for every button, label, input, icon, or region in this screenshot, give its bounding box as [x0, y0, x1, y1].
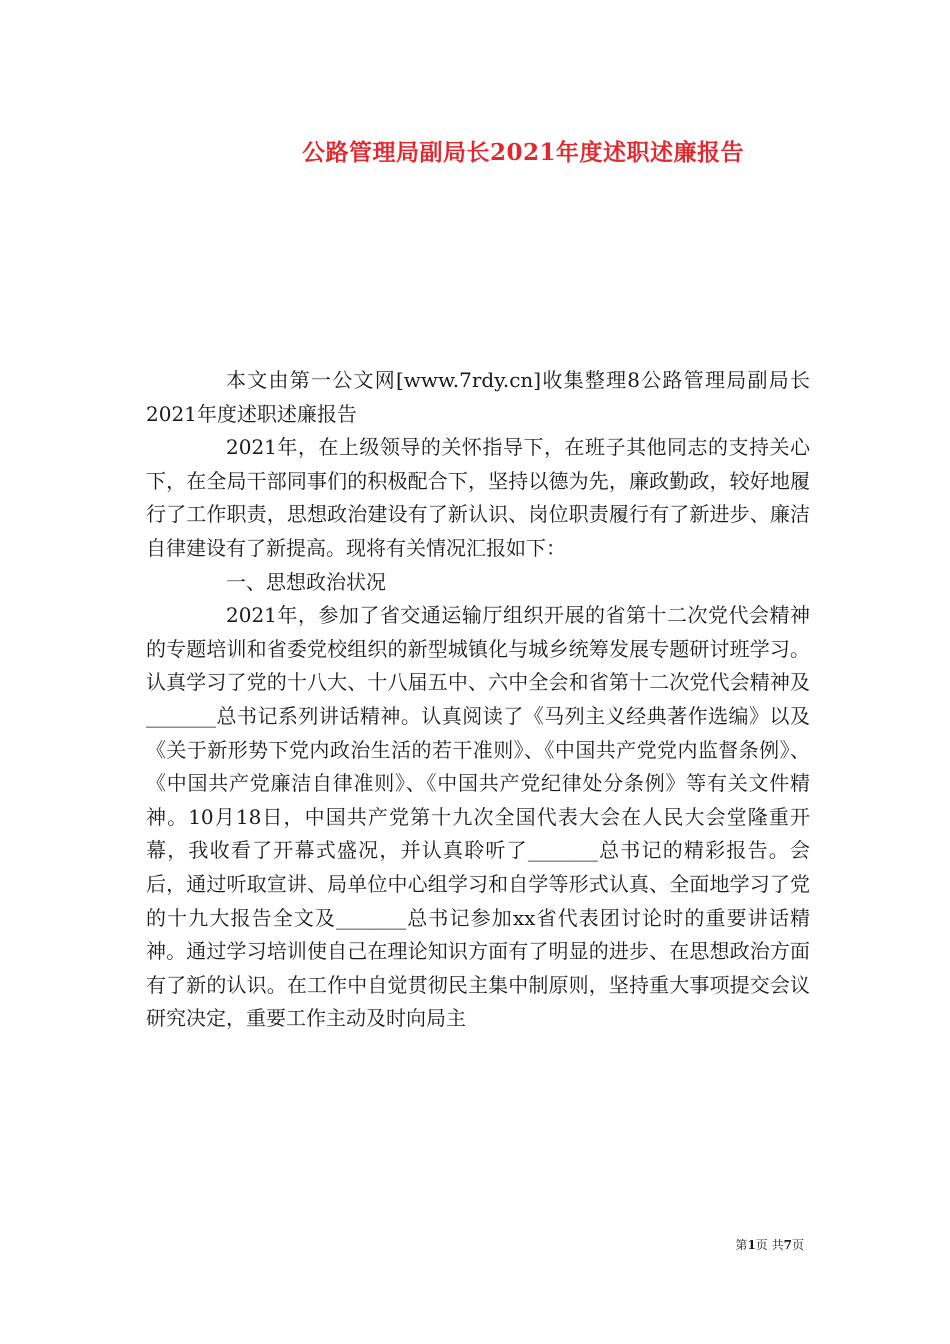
document-title: 公路管理局副局长2021年度述职述廉报告 — [301, 139, 744, 166]
footer-middle: 页 共 — [755, 1238, 784, 1252]
section-heading: 一、思想政治状况 — [226, 569, 386, 594]
page-footer — [735, 1236, 804, 1253]
footer-suffix: 页 — [791, 1238, 804, 1252]
paragraph-political-status: 2021年，参加了省交通运输厅组织开展的省第十二次党代会精神的专题培训和省委党校组织的新型城镇化与城乡统筹发展专题研讨班学习。认真学习了党的十八大、十八届五中、六中全会和省第十二次党代会精神及_______总书记系列讲话精神。认真阅读了《马列主义经典著作选编》以及《关于新形势下党内政治生活的若干准则》、《中国共产党党内监督条例》、《中国共产党廉洁自律准则》、《中国共产党纪律处分条例》等有关文件精神。10月18日，中国共产党第十九次全国代表大会在人民大会堂隆重开幕，我收看了开幕式盛况，并认真聆听了_______总书记的精彩报告。会后，通过听取宣讲、局单位中心组学习和自学等形式认真、全面地学习了党的十九大报告全文及_______总书记参加xx省代表团讨论时的重要讲话精神。通过学习培训使自己在理论知识方面有了明显的进步、在思想政治方面有了新的认识。在工作中自觉贯彻民主集中制原则，坚持重大事项提交会议研究决定，重要工作主动及时向局主 — [146, 603, 810, 1031]
paragraph-source-note: 本文由第一公文网[www.7rdy.cn]收集整理8公路管理局副局长2021年度述职述廉报告 — [146, 368, 810, 426]
footer-current-page: 1 — [747, 1238, 756, 1252]
document-body — [146, 364, 810, 1036]
paragraph-intro: 2021年，在上级领导的关怀指导下，在班子其他同志的支持关心下，在全局干部同事们的积极配合下，坚持以德为先，廉政勤政，较好地履行了工作职责，思想政治建设有了新认识、岗位职责履行有了新进步、廉洁自律建设有了新提高。现将有关情况汇报如下： — [146, 435, 810, 560]
footer-prefix: 第 — [735, 1238, 748, 1252]
footer-total-pages: 7 — [783, 1238, 792, 1252]
